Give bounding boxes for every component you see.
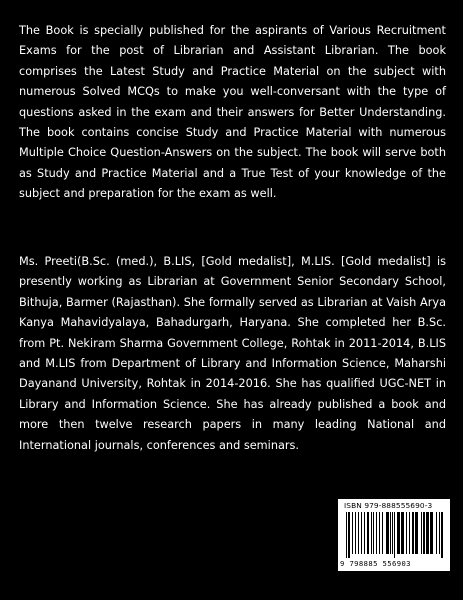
barcode-bar — [382, 512, 383, 554]
barcode-bar — [346, 512, 347, 558]
barcode-bar — [355, 512, 356, 554]
barcode-bars — [346, 512, 444, 558]
barcode-bar — [423, 512, 425, 554]
barcode-bar — [361, 512, 362, 554]
barcode-bar — [397, 512, 400, 554]
barcode-bar — [406, 512, 407, 554]
author-bio: Ms. Preeti(B.Sc. (med.), B.LIS, [Gold medalist], M.LIS. [Gold medalist] is presently working as Librarian at Government Senior Secondary School, Bithuja, Barmer (Rajasthan). She formally served as Librarian at Vaish Arya Kanya Mahavidyalaya, Bahadurgarh, Haryana. She completed her B.Sc. from Pt. Nekiram Sharma Government College, Rohtak in 2011-2014, B.LIS and M.LIS from Department of Library and Information Science, Maharshi Dayanand University, Rohtak in 2014-2016. She has qualified UGC-NET in Library and Information Science. She has already published a book and more then twelve research papers in many leading National and International journals, conferences and seminars. — [19, 255, 446, 452]
barcode-bar — [379, 512, 380, 554]
barcode-bar — [371, 512, 372, 554]
barcode-bar — [348, 512, 350, 558]
barcode-bar — [394, 512, 395, 558]
barcode-bar — [364, 512, 365, 554]
isbn-barcode — [338, 499, 450, 571]
barcode-bar — [392, 512, 393, 554]
isbn-label: ISBN 979-888555690-3 — [344, 501, 433, 510]
barcode-bar — [430, 512, 433, 554]
barcode-bar — [401, 512, 404, 554]
barcode-bar — [439, 512, 440, 554]
barcode-bar — [373, 512, 374, 554]
barcode-bar — [412, 512, 414, 554]
barcode-digits: 9 798885 556903 — [340, 559, 411, 568]
barcode-bar — [386, 512, 389, 554]
barcode-bar — [390, 512, 391, 554]
barcode-bar — [367, 512, 369, 554]
barcode-bar — [436, 512, 437, 554]
barcode-bar — [415, 512, 418, 554]
barcode-bar — [441, 512, 443, 558]
barcode-bar — [426, 512, 429, 554]
barcode-bar — [358, 512, 359, 554]
barcode-bar — [352, 512, 353, 554]
barcode-bar — [376, 512, 377, 554]
barcode-bar — [409, 512, 410, 554]
book-description: The Book is specially published for the aspirants of Various Recruitment Exams for the post of Librarian and Assistant Librarian. The book comprises the Latest Study and Practice Material on the subject with numerous Solved MCQs to make you well-conversant with the type of questions asked in the exam and their answers for Better Understanding. The book contains concise Study and Practice Material with numerous Multiple Choice Question-Answers on the subject. The book will serve both as Study and Practice Material and a True Test of your knowledge of the subject and preparation for the exam as well. — [19, 24, 446, 201]
barcode-bar — [421, 512, 422, 554]
